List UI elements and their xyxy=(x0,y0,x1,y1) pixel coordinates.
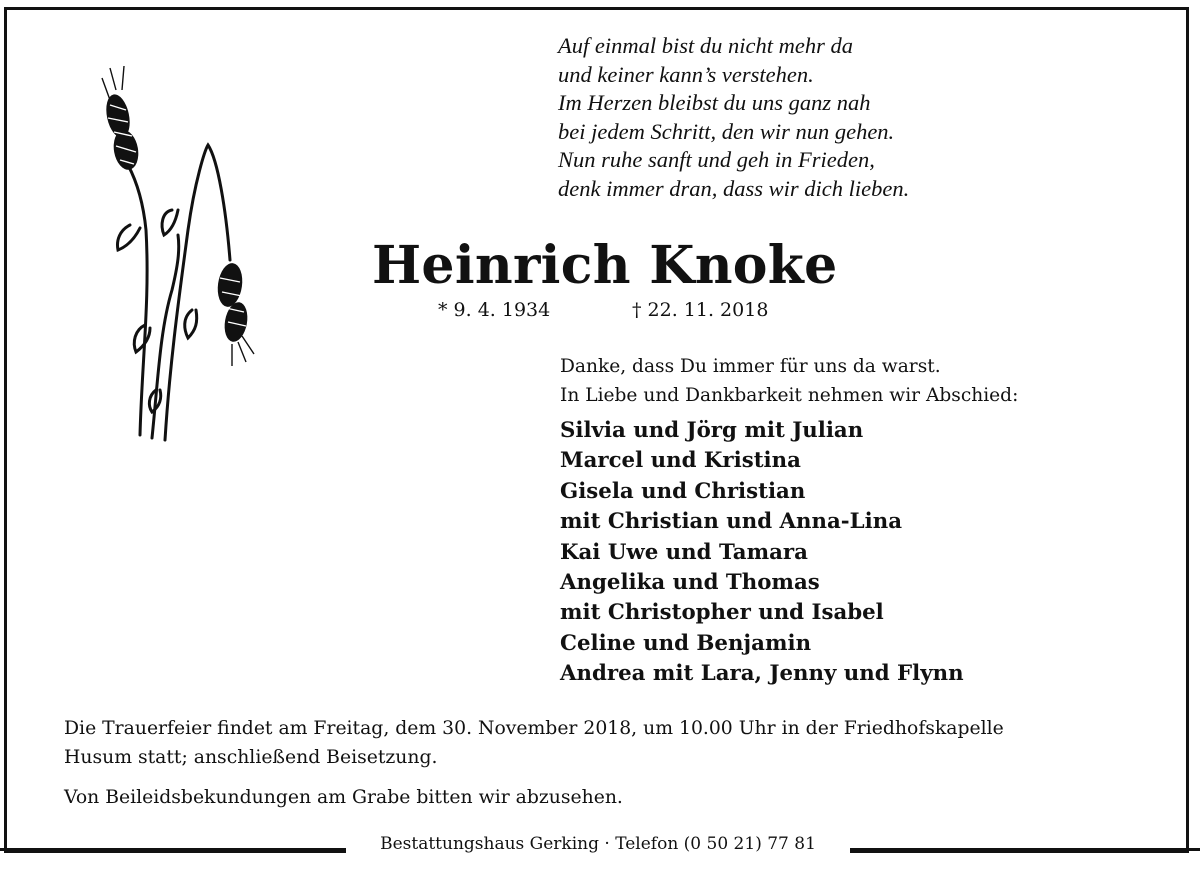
deceased-name: Heinrich Knoke xyxy=(372,235,838,296)
mourner-item: Celine und Benjamin xyxy=(560,630,812,656)
thanks-line: In Liebe und Dankbarkeit nehmen wir Abschied: xyxy=(560,384,1019,406)
funeral-line: Husum statt; anschließend Beisetzung. xyxy=(64,747,438,768)
mourner-item: Andrea mit Lara, Jenny und Flynn xyxy=(560,661,964,687)
mourner-item: Gisela und Christian xyxy=(560,478,806,504)
mourner-item: Angelika und Thomas xyxy=(560,570,820,596)
mourner-item: mit Christian und Anna-Lina xyxy=(560,509,902,535)
condolence-note: Von Beileidsbekundungen am Grabe bitten wir abzusehen. xyxy=(64,787,623,808)
poem-line: Auf einmal bist du nicht mehr da xyxy=(558,33,853,58)
mourner-item: Kai Uwe und Tamara xyxy=(560,539,808,565)
poem-line: Im Herzen bleibst du uns ganz nah xyxy=(558,90,871,116)
mourner-item: Marcel und Kristina xyxy=(560,448,801,474)
poem-line: bei jedem Schritt, den wir nun gehen. xyxy=(558,118,895,144)
funeral-line: Die Trauerfeier findet am Freitag, dem 30. November 2018, um 10.00 Uhr in der Friedhofskapelle xyxy=(64,718,1004,739)
mourner-item: Silvia und Jörg mit Julian xyxy=(560,418,864,443)
funeral-home-footer: Bestattungshaus Gerking · Telefon (0 50 21) 77 81 xyxy=(346,828,850,860)
birth-date: * 9. 4. 1934 xyxy=(438,299,551,321)
wheat-icon xyxy=(80,60,270,510)
thanks-text xyxy=(560,353,1170,410)
funeral-info xyxy=(64,714,1154,772)
death-date: † 22. 11. 2018 xyxy=(632,299,769,321)
footer-rule-right xyxy=(850,848,1200,851)
poem-line: Nun ruhe sanft und geh in Frieden, xyxy=(558,147,875,173)
mourners-list xyxy=(560,416,964,690)
poem xyxy=(558,32,1158,204)
poem-line: denk immer dran, dass wir dich lieben. xyxy=(558,175,910,201)
thanks-line: Danke, dass Du immer für uns da warst. xyxy=(560,356,941,377)
poem-line: und keiner kann’s verstehen. xyxy=(558,61,814,87)
mourner-item: mit Christopher und Isabel xyxy=(560,600,884,626)
footer-rule-left xyxy=(0,848,346,851)
